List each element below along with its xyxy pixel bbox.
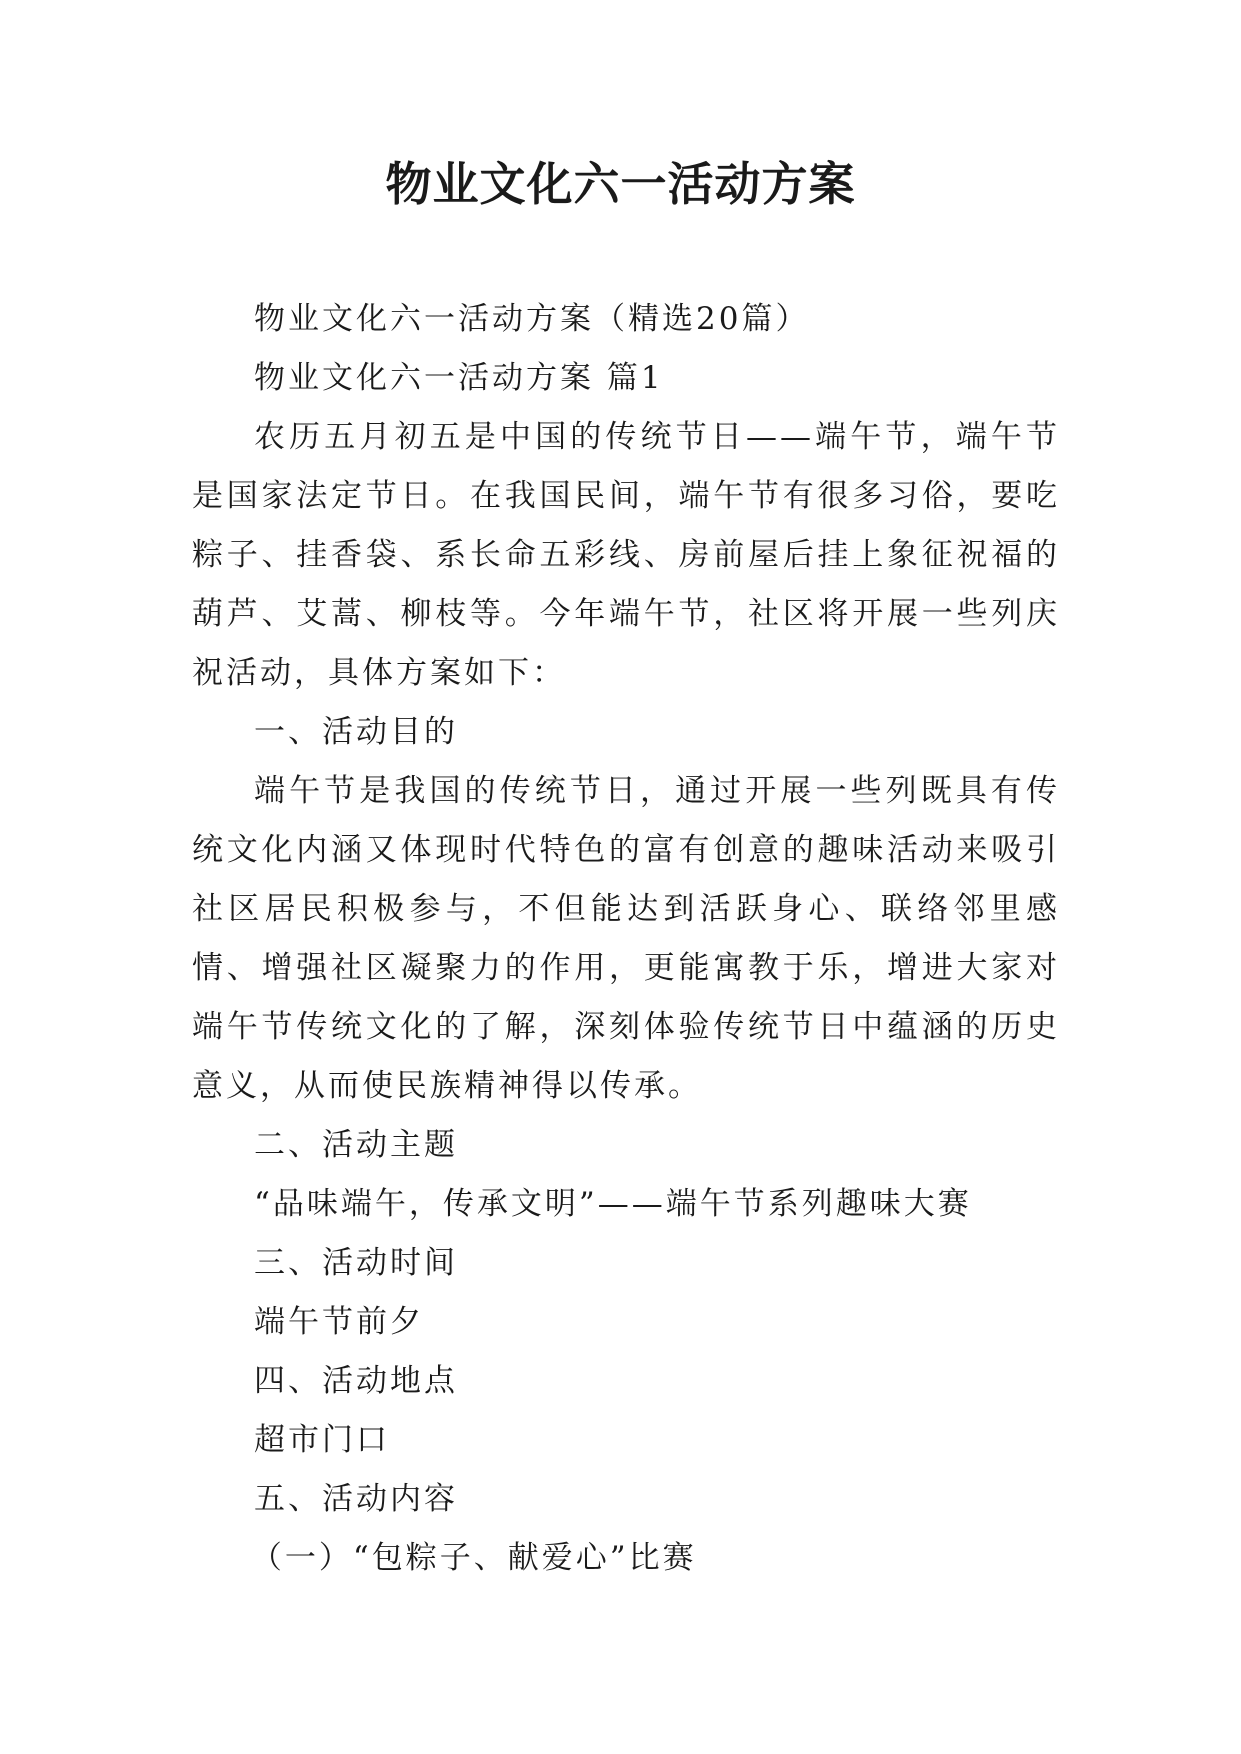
document-body (192, 290, 1060, 1588)
section-heading-time: 三、活动时间 (254, 1245, 458, 1281)
paragraph-location: 超市门口 (254, 1422, 390, 1458)
paragraph-time: 端午节前夕 (254, 1304, 424, 1340)
subsection-heading-1: （一）“包粽子、献爱心”比赛 (250, 1540, 697, 1576)
paragraph-purpose: 端午节是我国的传统节日，通过开展一些列既具有传统文化内涵又体现时代特色的富有创意的趣味活动来吸引社区居民积极参与，不但能达到活跃身心、联络邻里感情、增强社区凝聚力的作用，更能寓教于乐，增进大家对端午节传统文化的了解，深刻体验传统节日中蕴涵的历史意义，从而使民族精神得以传承。 (192, 773, 1060, 1104)
section-heading-theme: 二、活动主题 (254, 1127, 458, 1163)
section-heading-location: 四、活动地点 (254, 1363, 458, 1399)
section-heading-content: 五、活动内容 (254, 1481, 458, 1517)
section-heading-purpose: 一、活动目的 (254, 714, 458, 750)
paragraph-theme: “品味端午，传承文明”——端午节系列趣味大赛 (254, 1186, 972, 1222)
document-title: 物业文化六一活动方案 (385, 157, 856, 211)
paragraph-intro: 农历五月初五是中国的传统节日——端午节，端午节是国家法定节日。在我国民间，端午节有很多习俗，要吃粽子、挂香袋、系长命五彩线、房前屋后挂上象征祝福的葫芦、艾蒿、柳枝等。今年端午节，社区将开展一些列庆祝活动，具体方案如下： (192, 419, 1060, 691)
paragraph-part-heading: 物业文化六一活动方案 篇1 (254, 360, 664, 396)
paragraph-subtitle: 物业文化六一活动方案（精选20篇） (254, 301, 810, 337)
